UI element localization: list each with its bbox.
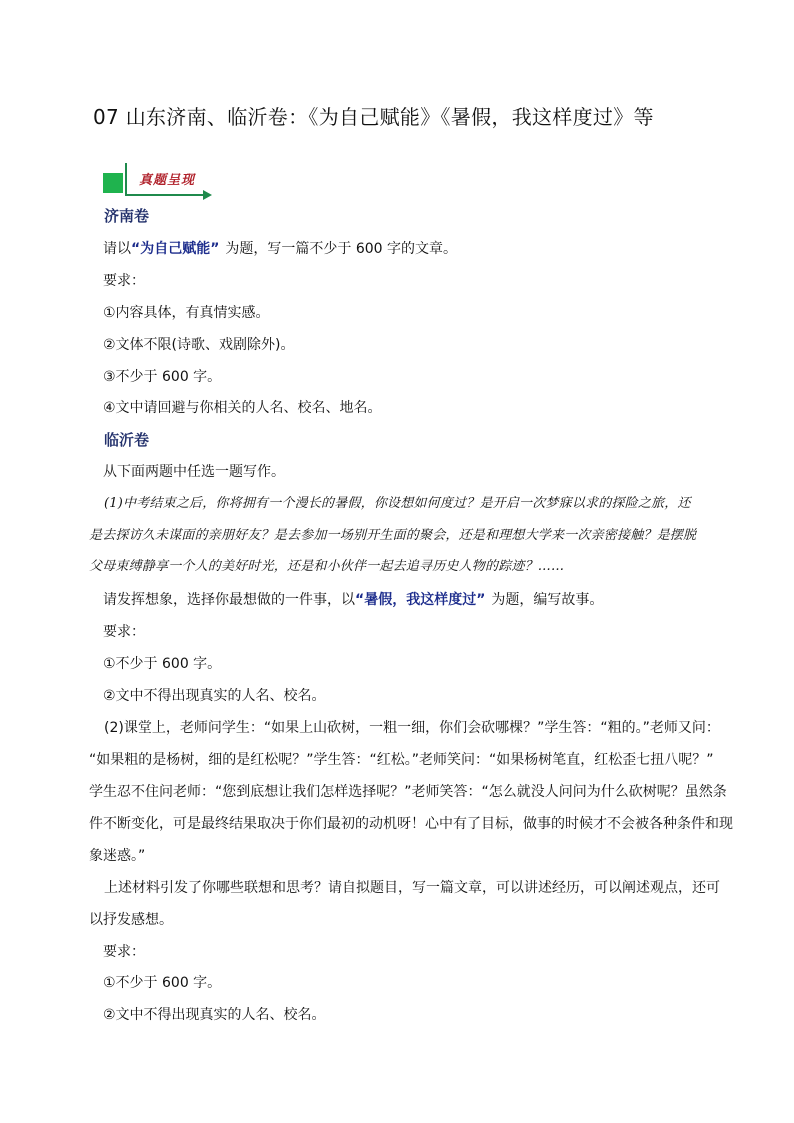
question-2-task-line: 上述材料引发了你哪些联想和思考？请自拟题目，写一篇文章，可以讲述经历，可以阐述观点，还可 (104, 880, 720, 896)
jinan-requirements-label: 要求： (103, 273, 145, 289)
jinan-requirement: ②文体不限(诗歌、戏剧除外)。 (103, 337, 295, 353)
q1-requirement: ①不少于 600 字。 (103, 656, 222, 672)
green-square-icon (103, 173, 123, 193)
q1-prompt-topic: “暑假，我这样度过” (355, 592, 486, 608)
q2-requirement: ①不少于 600 字。 (103, 975, 222, 991)
question-2-line: 学生忍不住问老师：“您到底想让我们怎样选择呢？”老师笑答：“怎么就没人问问为什么砍树呢？虽然条 (89, 784, 727, 800)
banner-underline (125, 194, 207, 196)
q1-requirement: ②文中不得出现真实的人名、校名。 (103, 688, 326, 704)
question-1-line: 父母束缚静享一个人的美好时光，还是和小伙伴一起去追寻历史人物的踪迹？…… (89, 559, 565, 574)
jinan-requirement: ①内容具体，有真情实感。 (103, 305, 270, 321)
jinan-requirement: ④文中请回避与你相关的人名、校名、地名。 (103, 400, 382, 416)
q2-requirement: ②文中不得出现真实的人名、校名。 (103, 1007, 326, 1023)
question-2-line: “如果粗的是杨树，细的是红松呢？”学生答：“红松。”老师笑问：“如果杨树笔直，红松歪七扭八呢？” (89, 752, 714, 768)
question-2-task-line: 以抒发感想。 (89, 912, 173, 928)
question-2-line: (2)课堂上，老师问学生：“如果上山砍树，一粗一细，你们会砍哪棵？”学生答：“粗的。”老师又问： (104, 720, 720, 736)
arrow-right-icon (203, 190, 212, 200)
linyi-intro: 从下面两题中任选一题写作。 (103, 464, 285, 480)
question-2-line: 象迷惑。” (89, 848, 146, 864)
question-2-line: 件不断变化，可是最终结果取决于你们最初的动机呀！心中有了目标，做事的时候才不会被各种条件和现 (89, 816, 733, 832)
question-1-prompt (103, 591, 603, 609)
jinan-prompt-post: 为题，写一篇不少于 600 字的文章。 (225, 241, 458, 257)
section-banner (103, 163, 215, 199)
q1-prompt-pre: 请发挥想象，选择你最想做的一件事，以 (103, 592, 355, 608)
question-1-line: (1)中考结束之后，你将拥有一个漫长的暑假，你设想如何度过？是开启一次梦寐以求的探险之旅，还 (104, 496, 691, 511)
q1-requirements-label: 要求： (103, 624, 145, 640)
banner-label: 真题呈现 (139, 173, 196, 188)
jinan-prompt-pre: 请以 (103, 241, 131, 257)
banner-vertical-line (125, 163, 127, 196)
question-1-line: 是去探访久未谋面的亲朋好友？是去参加一场别开生面的聚会，还是和理想大学来一次亲密接触？是摆脱 (89, 528, 697, 543)
page-title: 07 山东济南、临沂卷：《为自己赋能》《暑假，我这样度过》等 (93, 105, 654, 129)
jinan-prompt (103, 240, 457, 258)
section-heading-linyi: 临沂卷 (104, 431, 150, 449)
jinan-prompt-topic: “为自己赋能” (131, 241, 220, 257)
q1-prompt-post: 为题，编写故事。 (491, 592, 604, 608)
jinan-requirement: ③不少于 600 字。 (103, 369, 222, 385)
q2-requirements-label: 要求： (103, 944, 145, 960)
section-heading-jinan: 济南卷 (104, 207, 150, 225)
